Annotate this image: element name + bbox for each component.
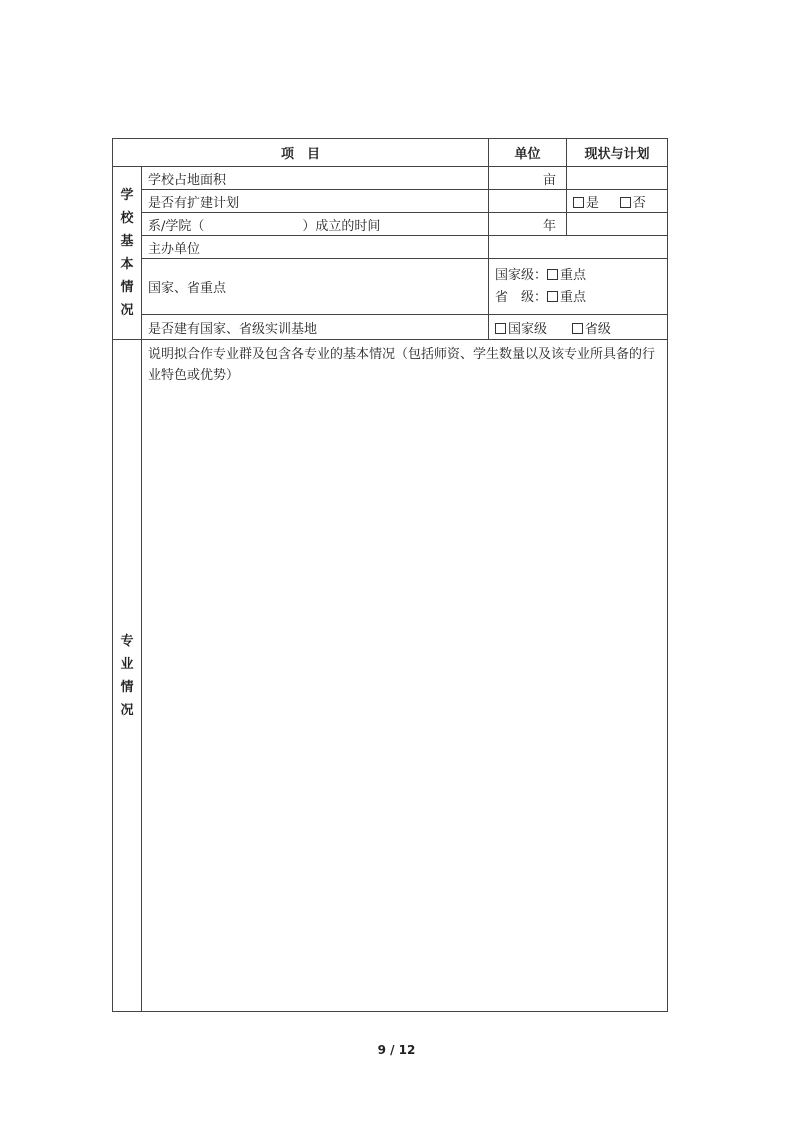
key-national-checkbox[interactable] [547,269,558,280]
base-provincial-checkbox[interactable] [572,323,583,334]
expansion-no-checkbox[interactable] [620,197,631,208]
expansion-yes-checkbox[interactable] [573,197,584,208]
school-label-char: 校 [120,211,134,226]
school-label-char: 情 [120,280,134,295]
major-label-char: 情 [120,679,134,695]
base-options [489,315,668,340]
row-area [113,167,668,190]
key-provincial-label: 省 级： [495,289,548,305]
expansion-yes-label: 是 [586,195,600,211]
area-label: 学校占地面积 [142,167,489,190]
row-expansion [113,190,668,213]
area-unit: 亩 [489,167,567,190]
row-base [113,315,668,340]
header-unit: 单位 [489,139,567,167]
sponsor-value-cell[interactable] [489,236,668,259]
key-label: 国家、省重点 [142,259,489,315]
row-sponsor [113,236,668,259]
school-label-char: 基 [120,234,134,249]
base-national-label: 国家级 [508,321,548,337]
key-national-option: 重点 [560,267,587,283]
expansion-no-label: 否 [632,195,646,211]
school-label-char: 况 [120,303,134,318]
major-description-text: 说明拟合作专业群及包含各专业的基本情况（包括师资、学生数量以及该专业所具备的行业特色或优势） [148,347,656,383]
base-label: 是否建有国家、省级实训基地 [142,315,489,340]
major-label-char: 况 [120,702,134,718]
major-label-char: 专 [120,633,134,649]
expansion-unit-cell [489,190,567,213]
key-provincial-checkbox[interactable] [547,291,558,302]
dept-unit: 年 [489,213,567,236]
page-number: 9 / 12 [377,1043,416,1057]
key-options [489,259,668,315]
school-label-char: 学 [120,188,134,203]
major-label-char: 业 [120,656,134,672]
base-provincial-label: 省级 [584,321,611,337]
dept-label-suffix: ）成立的时间 [302,218,381,234]
area-value-cell[interactable] [567,167,668,190]
dept-label-prefix: 系/学院（ [148,218,205,234]
row-key [113,259,668,315]
dept-label [142,213,489,236]
header-status: 现状与计划 [567,139,668,167]
key-provincial-line [495,287,661,309]
school-info-form [112,138,668,1012]
header-item: 项 目 [113,139,489,167]
sponsor-label: 主办单位 [142,236,489,259]
key-national-line [495,265,661,287]
header-row [113,139,668,167]
dept-value-cell[interactable] [567,213,668,236]
school-label-char: 本 [120,257,134,272]
base-national-checkbox[interactable] [495,323,506,334]
row-major [113,340,668,1012]
school-basic-label [113,167,142,340]
major-info-label [113,340,142,1012]
expansion-options [567,190,668,213]
major-description-cell[interactable] [142,340,668,1012]
key-provincial-option: 重点 [560,289,587,305]
expansion-label: 是否有扩建计划 [142,190,489,213]
row-dept [113,213,668,236]
key-national-label: 国家级： [495,267,548,283]
